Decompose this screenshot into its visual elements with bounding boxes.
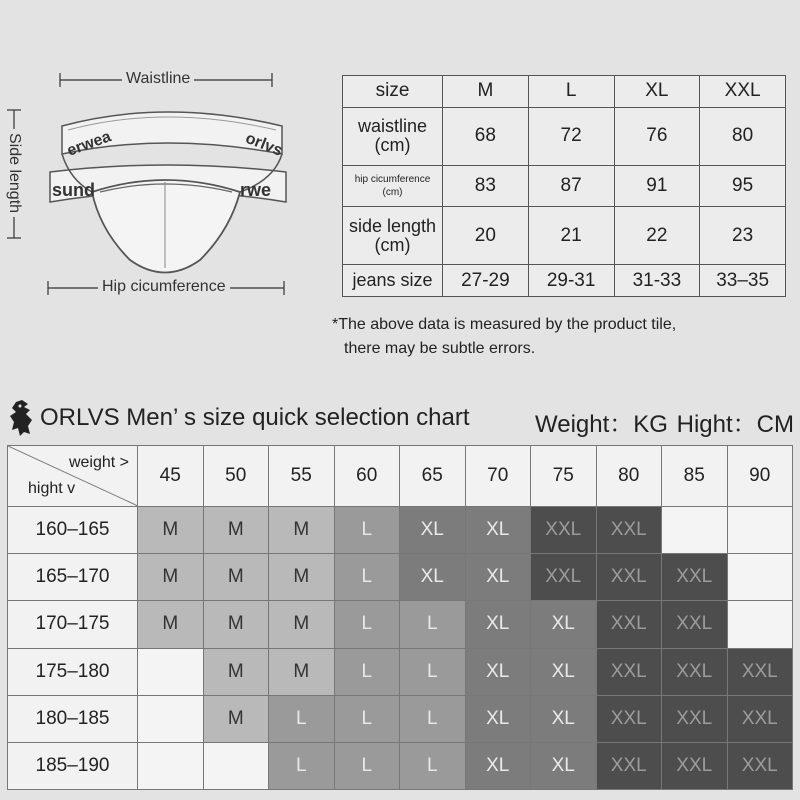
height-axis-label: hight v xyxy=(28,480,76,498)
size-cell-xl: XL xyxy=(400,554,466,601)
size-cell-xl: XL xyxy=(465,601,531,648)
quick-selection-grid xyxy=(7,445,793,790)
svg-text:erwea: erwea xyxy=(64,128,114,160)
size-cell-xxl: XXL xyxy=(596,742,662,789)
grid-row xyxy=(8,601,793,648)
size-cell-xl: XL xyxy=(465,742,531,789)
size-cell-xxl: XXL xyxy=(531,554,597,601)
size-cell-xl: XL xyxy=(531,648,597,695)
size-cell-l: L xyxy=(334,554,400,601)
height-range-cell: 180–185 xyxy=(8,695,138,742)
size-cell-xxl: XXL xyxy=(596,601,662,648)
waistline-label: Waistline xyxy=(122,70,194,88)
size-value-cell: 76 xyxy=(614,107,700,166)
size-cell-empty xyxy=(727,601,793,648)
weight-header-cell: 65 xyxy=(400,446,466,507)
size-value-cell: 80 xyxy=(700,107,786,166)
size-value-cell: 68 xyxy=(443,107,529,166)
chart-heading xyxy=(8,398,798,438)
height-range-cell: 185–190 xyxy=(8,742,138,789)
size-value-cell: 20 xyxy=(443,206,529,265)
side-length-label: Side length xyxy=(5,129,23,217)
size-cell-empty xyxy=(727,507,793,554)
size-value-cell: 83 xyxy=(443,166,529,207)
size-cell-empty xyxy=(662,507,728,554)
weight-header-cell: 60 xyxy=(334,446,400,507)
grid-row xyxy=(8,742,793,789)
size-cell-xxl: XXL xyxy=(662,554,728,601)
size-cell-xxl: XXL xyxy=(727,695,793,742)
size-cell-empty xyxy=(203,742,269,789)
size-cell-empty xyxy=(138,695,204,742)
size-cell-empty xyxy=(138,742,204,789)
size-value-cell: 22 xyxy=(614,206,700,265)
grid-row xyxy=(8,695,793,742)
height-range-cell: 170–175 xyxy=(8,601,138,648)
weight-header-cell: 80 xyxy=(596,446,662,507)
size-cell-xxl: XXL xyxy=(596,695,662,742)
size-value-cell: 91 xyxy=(614,166,700,207)
size-row-label: jeans size xyxy=(343,265,443,297)
size-header-cell: size xyxy=(343,76,443,108)
size-cell-xl: XL xyxy=(465,695,531,742)
size-cell-xxl: XXL xyxy=(596,648,662,695)
hip-label: Hip cicumference xyxy=(98,278,230,296)
size-cell-xxl: XXL xyxy=(662,742,728,789)
size-cell-xxl: XXL xyxy=(531,507,597,554)
weight-header-cell: 50 xyxy=(203,446,269,507)
weight-unit-label: Weight：KG xyxy=(535,411,668,438)
size-cell-m: M xyxy=(203,554,269,601)
size-header-cell: M xyxy=(443,76,529,108)
size-row-label: waistline (cm) xyxy=(343,107,443,166)
size-cell-l: L xyxy=(400,742,466,789)
size-cell-xxl: XXL xyxy=(662,695,728,742)
size-table-row xyxy=(343,265,786,297)
size-cell-xl: XL xyxy=(531,695,597,742)
size-table-row xyxy=(343,107,786,166)
grid-header-row xyxy=(8,446,793,507)
size-cell-m: M xyxy=(269,507,335,554)
measurement-note xyxy=(332,313,772,361)
weight-header-cell: 55 xyxy=(269,446,335,507)
note-line: there may be subtle errors. xyxy=(344,340,536,357)
size-cell-xxl: XXL xyxy=(596,554,662,601)
weight-axis-label: weight > xyxy=(68,454,129,471)
size-table-row xyxy=(343,206,786,265)
grid-corner-cell xyxy=(8,446,138,507)
size-value-cell: 23 xyxy=(700,206,786,265)
product-illustration xyxy=(0,60,320,310)
size-cell-m: M xyxy=(269,554,335,601)
grid-row xyxy=(8,554,793,601)
size-cell-xl: XL xyxy=(531,601,597,648)
height-unit-label: Hight：CM xyxy=(676,411,794,438)
size-cell-xxl: XXL xyxy=(596,507,662,554)
size-value-cell: 27-29 xyxy=(443,265,529,297)
size-table xyxy=(342,75,786,297)
size-cell-l: L xyxy=(334,742,400,789)
size-cell-xxl: XXL xyxy=(662,601,728,648)
size-cell-l: L xyxy=(334,507,400,554)
weight-header-cell: 90 xyxy=(727,446,793,507)
size-row-label: side length (cm) xyxy=(343,206,443,265)
dinosaur-logo-icon xyxy=(8,398,38,438)
size-value-cell: 72 xyxy=(528,107,614,166)
size-table-row xyxy=(343,166,786,207)
size-header-cell: L xyxy=(528,76,614,108)
size-cell-xl: XL xyxy=(465,648,531,695)
size-value-cell: 33–35 xyxy=(700,265,786,297)
height-range-cell: 165–170 xyxy=(8,554,138,601)
size-cell-m: M xyxy=(203,695,269,742)
size-cell-xxl: XXL xyxy=(662,648,728,695)
size-cell-l: L xyxy=(334,648,400,695)
note-line: *The above data is measured by the product tile, xyxy=(332,316,677,333)
size-cell-m: M xyxy=(138,507,204,554)
size-header-cell: XL xyxy=(614,76,700,108)
size-cell-l: L xyxy=(400,648,466,695)
height-range-cell: 175–180 xyxy=(8,648,138,695)
size-cell-xl: XL xyxy=(531,742,597,789)
size-cell-xxl: XXL xyxy=(727,742,793,789)
svg-text:orlvs: orlvs xyxy=(242,129,285,160)
size-value-cell: 31-33 xyxy=(614,265,700,297)
svg-text:sund: sund xyxy=(52,180,95,200)
size-cell-m: M xyxy=(203,648,269,695)
size-cell-l: L xyxy=(269,695,335,742)
size-cell-m: M xyxy=(203,601,269,648)
size-cell-xl: XL xyxy=(400,507,466,554)
size-cell-m: M xyxy=(269,601,335,648)
size-value-cell: 21 xyxy=(528,206,614,265)
size-cell-xxl: XXL xyxy=(727,648,793,695)
size-value-cell: 95 xyxy=(700,166,786,207)
chart-title: ORLVS Men’ s size quick selection chart xyxy=(40,404,470,431)
size-cell-xl: XL xyxy=(465,554,531,601)
size-cell-xl: XL xyxy=(465,507,531,554)
height-range-cell: 160–165 xyxy=(8,507,138,554)
size-cell-empty xyxy=(138,648,204,695)
size-cell-l: L xyxy=(334,601,400,648)
size-table-header xyxy=(343,76,786,108)
size-cell-m: M xyxy=(269,648,335,695)
size-cell-l: L xyxy=(269,742,335,789)
weight-header-cell: 70 xyxy=(465,446,531,507)
size-cell-m: M xyxy=(203,507,269,554)
unit-labels xyxy=(533,404,794,439)
grid-row xyxy=(8,648,793,695)
size-cell-l: L xyxy=(334,695,400,742)
weight-header-cell: 75 xyxy=(531,446,597,507)
weight-header-cell: 45 xyxy=(138,446,204,507)
svg-text:rwe: rwe xyxy=(240,180,272,200)
size-value-cell: 87 xyxy=(528,166,614,207)
size-cell-empty xyxy=(727,554,793,601)
size-cell-m: M xyxy=(138,554,204,601)
size-cell-m: M xyxy=(138,601,204,648)
size-value-cell: 29-31 xyxy=(528,265,614,297)
size-row-label: hip cicumference (cm) xyxy=(343,166,443,207)
underwear-diagram xyxy=(0,60,320,310)
weight-header-cell: 85 xyxy=(662,446,728,507)
size-cell-l: L xyxy=(400,695,466,742)
size-header-cell: XXL xyxy=(700,76,786,108)
grid-row xyxy=(8,507,793,554)
size-cell-l: L xyxy=(400,601,466,648)
